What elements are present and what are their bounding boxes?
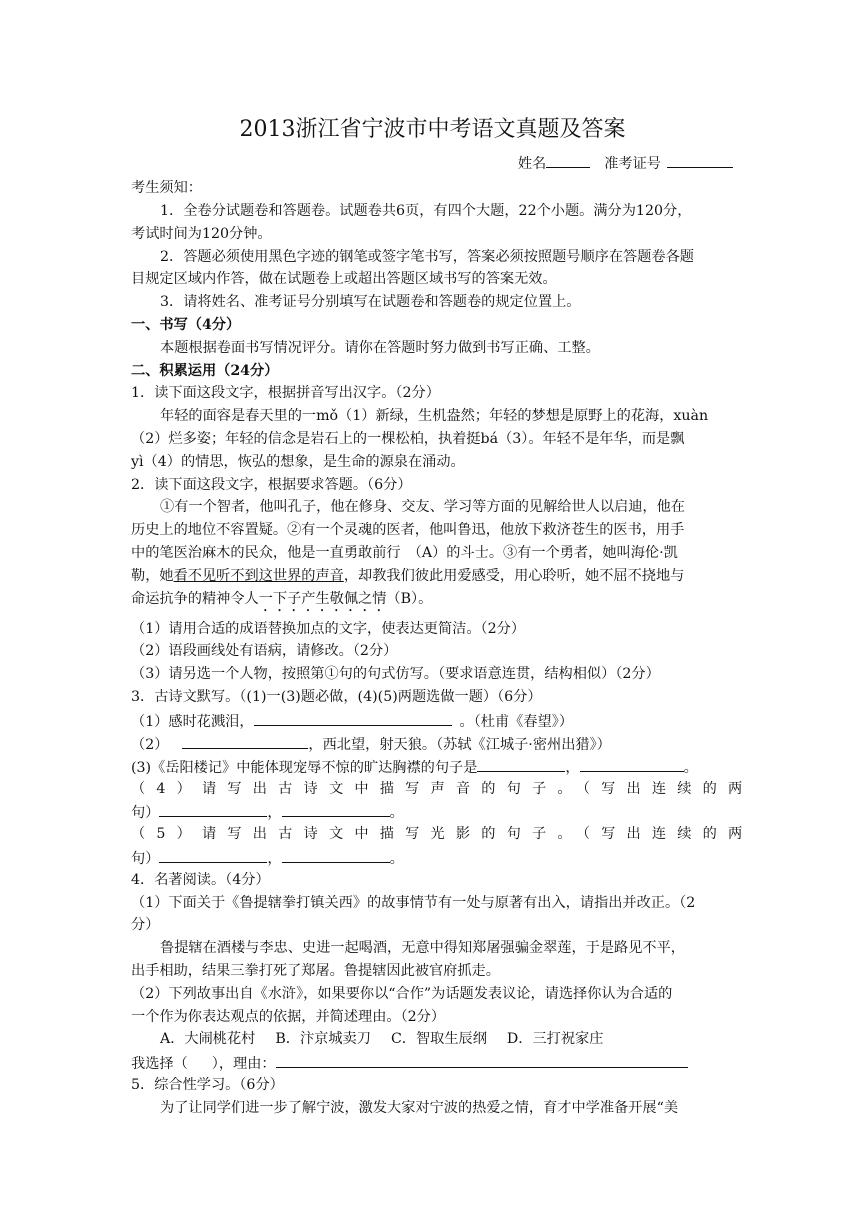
q4-text-1: 鲁提辖在酒楼与李忠、史进一起喝酒，无意中得知郑屠强骗金翠莲，于是路见不平， [160, 940, 685, 956]
q3-part-5: （5）请写出古诗文中描写光影的句子。（写出连续的两 [131, 826, 754, 842]
section-1-text: 本题根据卷面书写情况评分。请你在答题时努力做到书写正确、工整。 [160, 340, 600, 356]
q3-part-5-period: 。 [389, 851, 404, 867]
q3-blank-3a[interactable] [477, 757, 565, 772]
q3-blank-1[interactable] [254, 711, 452, 726]
q3-blank-4a[interactable] [159, 802, 267, 817]
section-1-heading: 一、书写（4分） [131, 317, 241, 333]
q1-line-3: yì（4）的情思，恢弘的想象，是生命的源泉在涌动。 [131, 454, 465, 470]
q3-blank-5b[interactable] [282, 848, 390, 863]
q2-sub-1: （1）请用合适的成语替换加点的文字，使表达更简洁。（2分） [131, 621, 526, 637]
q3-blank-4b[interactable] [282, 802, 390, 817]
notice-item-3: 3．请将姓名、准考证号分别填写在试题卷和答题卷的规定位置上。 [160, 294, 581, 310]
section-2-heading: 二、积累运用（24分） [131, 363, 279, 379]
q4-text-2: 出手相助，结果三拳打死了郑屠。鲁提辖因此被官府抓走。 [131, 963, 500, 979]
q3-part-3-period: 。 [683, 760, 698, 776]
q3-part-1-source: 。（杜甫《春望》） [459, 714, 574, 730]
q3-part-2-label: （2） [131, 737, 169, 753]
q4-choice [131, 1053, 733, 1073]
id-blank[interactable] [667, 153, 733, 168]
q4-option-d[interactable]: D．三打祝家庄 [506, 1031, 604, 1047]
q5-text-1: 为了让同学们进一步了解宁波，激发大家对宁波的热爱之情，育才中学准备开展“美 [160, 1100, 679, 1116]
q3-part-3-text: (3)《岳阳楼记》中能体现宠辱不惊的旷达胸襟的句子是 [131, 760, 478, 776]
q3-blank-3b[interactable] [580, 757, 684, 772]
q3-part-4-period: 。 [389, 805, 404, 821]
q3-part-4: （4）请写出古诗文中描写声音的句子。（写出连续的两 [131, 781, 754, 797]
q2-line-5-start: 命运抗争的精神令人 [131, 591, 259, 607]
q3-part-4-comma: ， [267, 805, 282, 821]
name-blank[interactable] [546, 153, 590, 168]
q5-stem: 5．综合性学习。（6分） [131, 1077, 284, 1093]
notice-heading: 考生须知： [131, 180, 202, 196]
q3-blank-5a[interactable] [159, 848, 267, 863]
q3-part-5-comma: ， [267, 851, 282, 867]
name-label: 姓名 [517, 156, 547, 172]
notice-item-2a: 2．答题必须使用黑色字迹的钢笔或签字笔书写，答案必须按照题号顺序在答题卷各题 [160, 249, 694, 265]
q4-reason-label: ），理由： [211, 1056, 276, 1072]
q4-stem: 4．名著阅读。（4分） [131, 872, 270, 888]
q3-part-3-comma: ， [565, 760, 580, 776]
q4-option-c[interactable]: C．智取生辰纲 [390, 1031, 487, 1047]
q1-line-1: 年轻的面容是春天里的一mǒ（1）新绿，生机盎然；年轻的梦想是原野上的花海，xuàn [160, 408, 709, 424]
header-fields [131, 153, 733, 173]
q2-line-2: 历史上的地位不容置疑。②有一个灵魂的医者，他叫鲁迅，他放下救济苍生的医书，用手 [131, 522, 685, 538]
q2-line-4-end: ，却教我们彼此用爱感受，用心聆听，她不屈不挠地与 [343, 568, 685, 584]
q4-choice-label: 我选择（ [131, 1056, 188, 1072]
q2-line-1: ①有一个智者，他叫孔子，他在修身、交友、学习等方面的见解给世人以启迪，他在 [160, 499, 685, 515]
q2-underlined-phrase: 看不见听不到这世界的声音 [173, 568, 344, 584]
q4-reason-blank[interactable] [276, 1053, 688, 1068]
q2-sub-3: （3）请另选一个人物，按照第①句的句式仿写。（要求语意连贯，结构相似）（2分） [131, 666, 660, 682]
q2-line-4-start: 勒，她 [131, 568, 174, 584]
q2-sub-2: （2）语段画线处有语病，请修改。（2分） [131, 643, 398, 659]
q3-part-4-answer [131, 802, 733, 822]
q2-dotted-phrase: 一下子产生敬佩之情 [258, 591, 387, 607]
id-label: 准考证号 [604, 156, 661, 172]
q4-sub-2a: （2）下列故事出自《水浒》，如果要你以“合作”为话题发表议论，请选择你认为合适的 [131, 986, 673, 1002]
q3-part-2-text: ，西北望，射天狼。（苏轼《江城子·密州出猎》） [308, 737, 611, 753]
q3-part-5-tail: 句） [131, 851, 160, 867]
q3-part-2 [131, 734, 733, 754]
q2-stem: 2．读下面这段文字，根据要求答题。（6分） [131, 477, 412, 493]
q4-option-b[interactable]: B．汴京城卖刀 [275, 1031, 371, 1047]
notice-item-1a: 1．全卷分试题卷和答题卷。试题卷共6页，有四个大题，22个小题。满分为120分， [160, 203, 692, 219]
q2-line-3: 中的笔医治麻木的民众，他是一直勇敢前行 （A）的斗士。③有一个勇者，她叫海伦·凯 [131, 545, 678, 561]
q4-sub-2b: 一个作为你表达观点的依据，并简述理由。（2分） [131, 1009, 446, 1025]
q2-line-4 [131, 567, 733, 585]
q1-line-2: （2）烂多姿；年轻的信念是岩石上的一棵松柏，执着挺bá（3）。年轻不是年华，而是飘 [131, 431, 685, 447]
q4-option-a[interactable]: A．大闹桃花村 [160, 1031, 256, 1047]
q3-blank-2[interactable] [182, 734, 308, 749]
q3-part-3 [131, 757, 733, 777]
q1-stem: 1．读下面这段文字，根据拼音写出汉字。（2分） [131, 385, 440, 401]
q3-part-4-tail: 句） [131, 805, 160, 821]
q2-line-5 [131, 590, 733, 615]
notice-item-2b: 目规定区域内作答，做在试题卷上或超出答题区域书写的答案无效。 [131, 271, 557, 287]
notice-item-1b: 考试时间为120分钟。 [131, 226, 272, 242]
page-title: 2013浙江省宁波市中考语文真题及答案 [239, 117, 626, 142]
q4-sub-1a: （1）下面关于《鲁提辖拳打镇关西》的故事情节有一处与原著有出入，请指出并改正。（2 [131, 895, 696, 911]
q2-line-5-end: （B）。 [386, 591, 433, 607]
q3-part-5-answer [131, 848, 733, 868]
q4-options [160, 1030, 733, 1048]
q3-part-1-text: （1）感时花溅泪， [131, 714, 254, 730]
q3-stem: 3．古诗文默写。（(1)一(3)题必做，(4)(5)两题选做一题）（6分） [131, 689, 542, 705]
q4-sub-1b: 分） [131, 917, 160, 933]
q3-part-1 [131, 711, 733, 731]
